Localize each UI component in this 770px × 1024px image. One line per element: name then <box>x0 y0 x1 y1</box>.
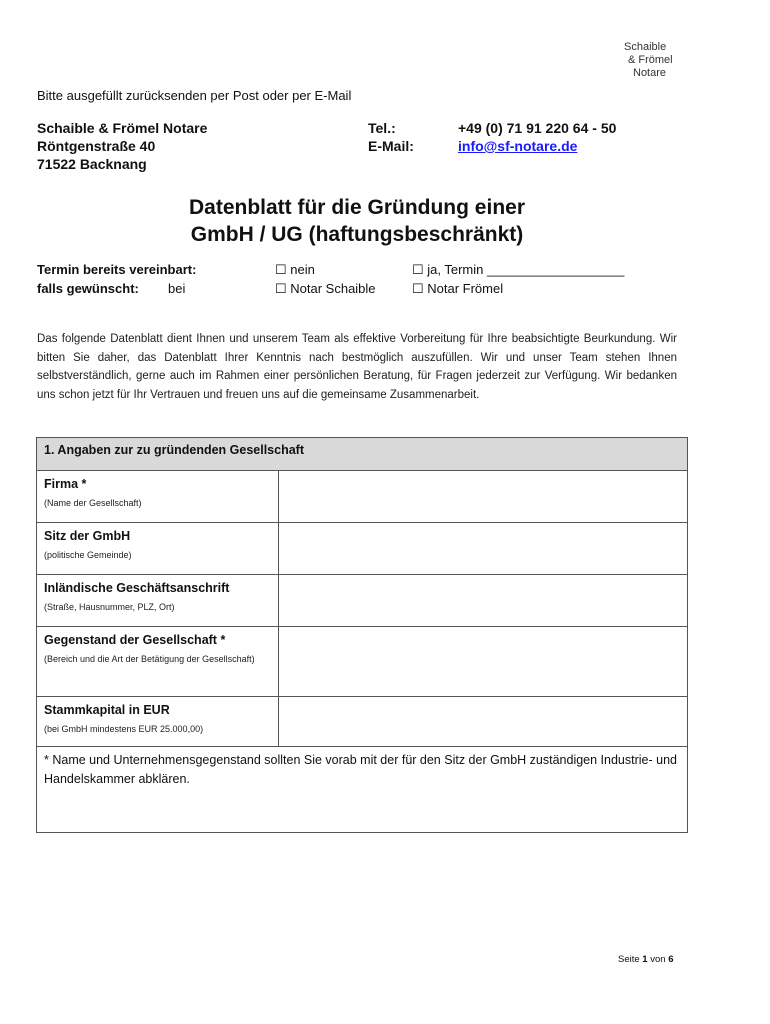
title-line-1: Datenblatt für die Gründung einer <box>188 196 525 219</box>
sitz-input-cell[interactable] <box>279 523 688 575</box>
firma-input-cell[interactable] <box>279 471 688 523</box>
anschrift-input-cell[interactable] <box>279 575 688 627</box>
company-data-table <box>36 437 688 833</box>
tel-label: Tel.: <box>368 120 396 136</box>
field-label: Stammkapital in EUR <box>44 703 170 717</box>
logo <box>600 41 690 80</box>
logo-line-3: Notare <box>633 67 667 79</box>
field-label: Firma * <box>44 477 87 491</box>
field-label: Gegenstand der Gesellschaft * <box>44 633 226 647</box>
page-total: 6 <box>668 954 674 965</box>
checkbox-ja-termin[interactable]: ☐ ja, Termin ___________________ <box>412 262 625 277</box>
appointment-section <box>37 260 717 298</box>
table-row-stammkapital <box>37 697 688 747</box>
section-heading: 1. Angaben zur zu gründenden Gesellschaft <box>37 438 688 471</box>
page-prefix: Seite <box>618 954 640 965</box>
preference-label: falls gewünscht: <box>37 281 139 296</box>
checkbox-nein[interactable]: ☐ nein <box>275 262 315 277</box>
return-instruction: Bitte ausgefüllt zurücksenden per Post oder per E-Mail <box>37 88 352 103</box>
email-label: E-Mail: <box>368 138 414 154</box>
page-number <box>618 954 674 965</box>
office-city: 71522 Backnang <box>37 156 147 172</box>
field-label: Inländische Geschäftsanschrift <box>44 581 230 595</box>
page-current: 1 <box>642 954 648 965</box>
field-hint: (Straße, Hausnummer, PLZ, Ort) <box>44 602 175 612</box>
table-row-sitz <box>37 523 688 575</box>
field-hint: (Bereich und die Art der Betätigung der Gesellschaft) <box>44 654 255 664</box>
email-link[interactable]: info@sf-notare.de <box>458 138 578 154</box>
tel-value: +49 (0) 71 91 220 64 - 50 <box>458 120 617 136</box>
page-title <box>0 194 714 248</box>
checkbox-notar-schaible[interactable]: ☐ Notar Schaible <box>275 281 376 296</box>
table-row-anschrift <box>37 575 688 627</box>
gegenstand-input-cell[interactable] <box>279 627 688 697</box>
office-street: Röntgenstraße 40 <box>37 138 156 154</box>
office-contact <box>368 119 616 155</box>
checkbox-notar-froemel[interactable]: ☐ Notar Frömel <box>412 281 504 296</box>
title-line-2: GmbH / UG (haftungsbeschränkt) <box>190 223 524 246</box>
logo-line-1: Schaible <box>624 41 667 53</box>
appointment-label: Termin bereits vereinbart: <box>37 262 197 277</box>
field-label: Sitz der GmbH <box>44 529 131 543</box>
office-name: Schaible & Frömel Notare <box>37 120 208 136</box>
table-row-gegenstand <box>37 627 688 697</box>
intro-paragraph: Das folgende Datenblatt dient Ihnen und unserem Team als effektive Vorbereitung für Ihre beabsichtigte Beurkundung. Wir bitten Sie daher, das Datenblatt Ihrer Kenntnis nach bestmöglich auszufüllen. Wir und unser Team stehen Ihnen selbstverständlich, gerne auch im Rahmen einer persönlichen Beratung, für Fragen jederzeit zur Verfügung. Wir bedanken uns schon jetzt für Ihr Vertrauen und freuen uns auf die gemeinsame Zusammenarbeit. <box>37 333 677 401</box>
field-hint: (Name der Gesellschaft) <box>44 498 142 508</box>
page-mid: von <box>650 954 666 965</box>
preference-label-bei: bei <box>168 281 186 296</box>
footnote: * Name und Unternehmensgegenstand sollten Sie vorab mit der für den Sitz der GmbH zuständigen Industrie- und Handelskammer abklären. <box>37 747 688 833</box>
stammkapital-input-cell[interactable] <box>279 697 688 747</box>
table-row-firma <box>37 471 688 523</box>
logo-line-2: & Frömel <box>628 54 673 66</box>
field-hint: (politische Gemeinde) <box>44 550 132 560</box>
office-address <box>37 119 207 173</box>
field-hint: (bei GmbH mindestens EUR 25.000,00) <box>44 724 204 734</box>
